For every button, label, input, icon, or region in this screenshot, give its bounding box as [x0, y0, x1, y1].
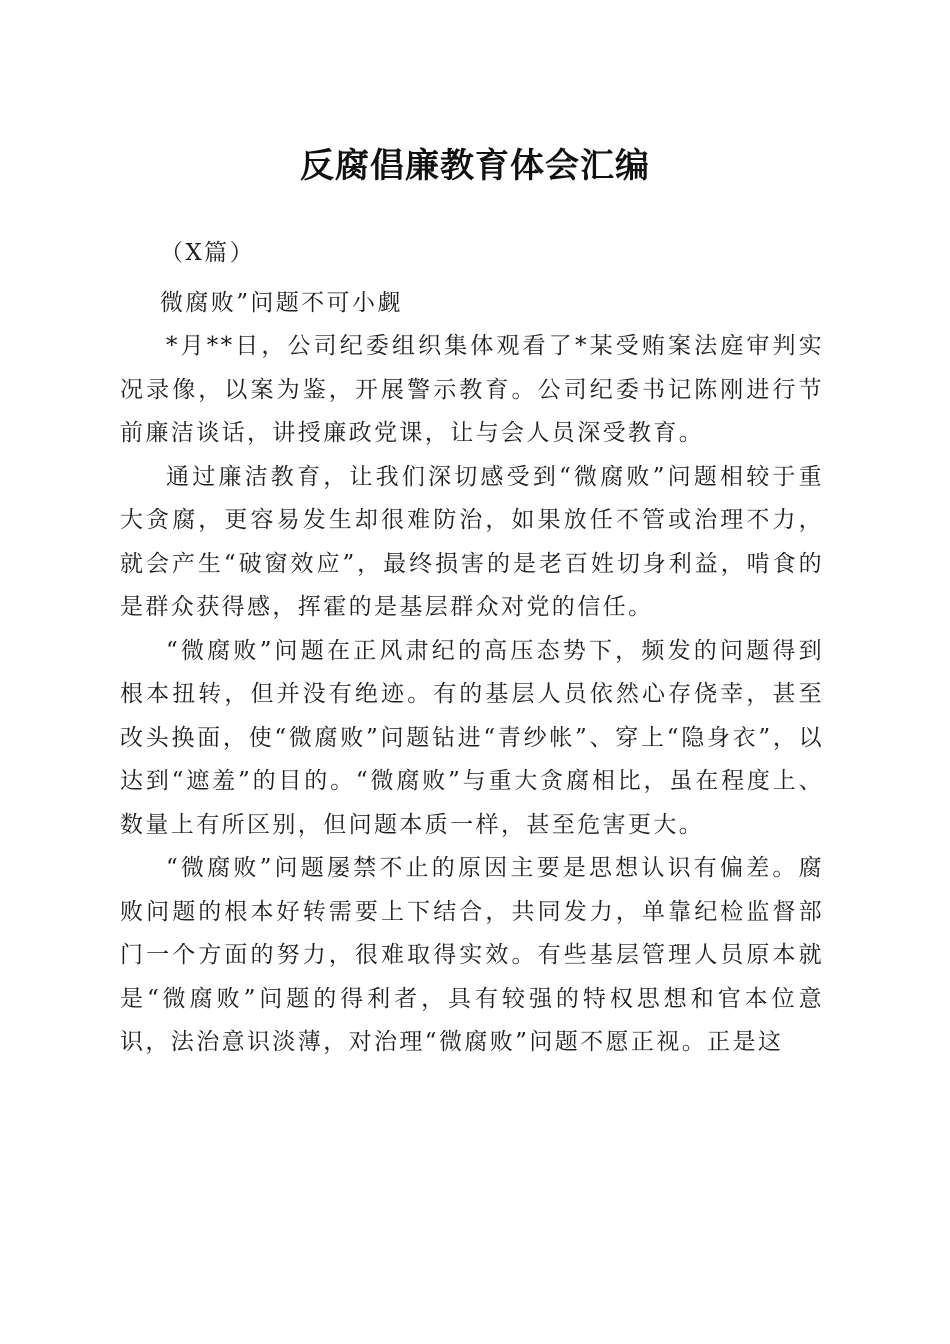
- article-heading: 微腐败”问题不可小觑: [160, 289, 403, 316]
- paragraph: 通过廉洁教育，让我们深切感受到“微腐败”问题相较于重大贪腐，更容易发生却很难防治，如果放任不管或治理不力，就会产生“破窗效应”，最终损害的是老百姓切身利益，啃食的是群众获得感，挥霍的是基层群众对党的信任。: [120, 463, 824, 620]
- document-title: 反腐倡廉教育体会汇编: [300, 146, 650, 186]
- paragraph: “微腐败”问题在正风肃纪的高压态势下，频发的问题得到根本扭转，但并没有绝迹。有的基层人员依然心存侥幸，甚至改头换面，使“微腐败”问题钻进“青纱帐”、穿上“隐身衣”，以达到“遮羞”的目的。“微腐败”与重大贪腐相比，虽在程度上、数量上有所区别，但问题本质一样，甚至危害更大。: [120, 637, 824, 838]
- paragraph: *月**日，公司纪委组织集体观看了*某受贿案法庭审判实况录像，以案为鉴，开展警示教育。公司纪委书记陈刚进行节前廉洁谈话，讲授廉政党课，让与会人员深受教育。: [120, 333, 824, 446]
- paragraph: “微腐败”问题屡禁不止的原因主要是思想认识有偏差。腐败问题的根本好转需要上下结合，共同发力，单靠纪检监督部门一个方面的努力，很难取得实效。有些基层管理人员原本就是“微腐败”问题的得利者，具有较强的特权思想和官本位意识，法治意识淡薄，对治理“微腐败”问题不愿正视。正是这: [120, 855, 824, 1055]
- document-body: [120, 232, 824, 1065]
- section-label: （X篇）: [160, 240, 255, 266]
